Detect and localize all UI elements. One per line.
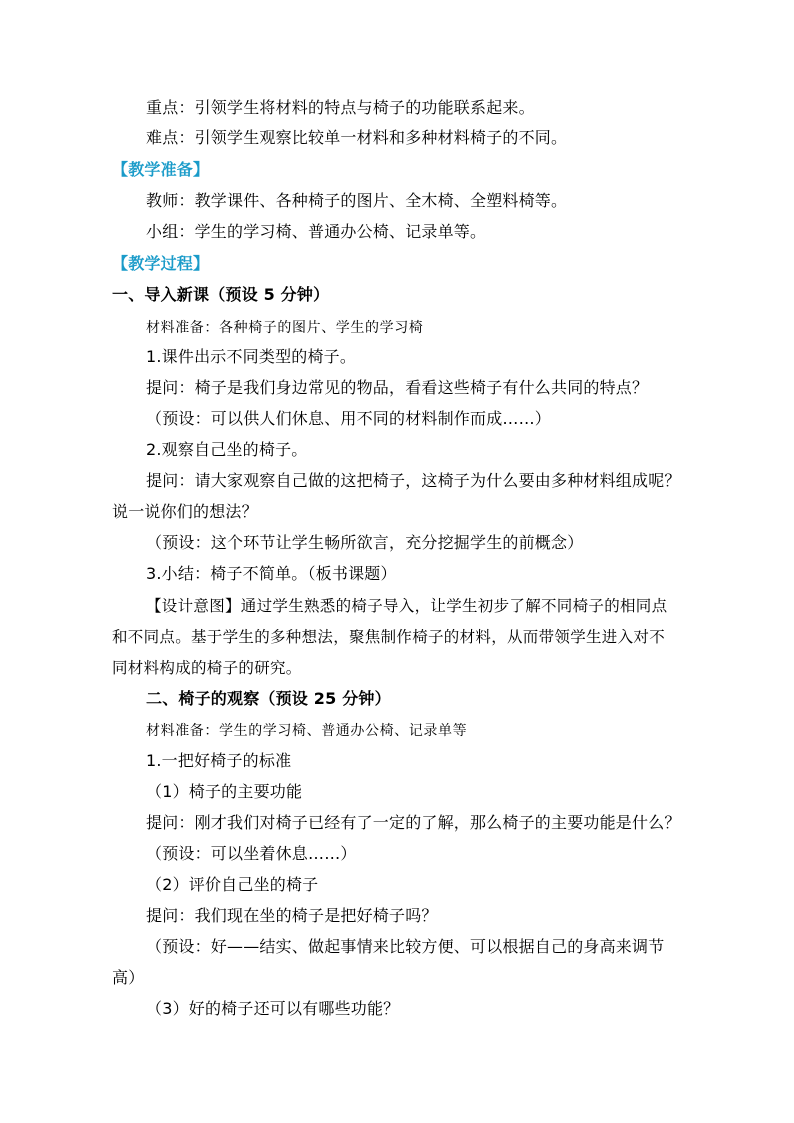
question-2: 提问：请大家观察自己做的这把椅子，这椅子为什么要由多种材料组成呢？: [146, 471, 681, 490]
section-heading-preparation: 【教学准备】: [112, 160, 210, 179]
sub-step-1-2: （2）评价自己坐的椅子: [146, 875, 319, 894]
step-1: 1.课件出示不同类型的椅子。: [146, 347, 357, 366]
step-3: 3.小结：椅子不简单。（板书课题）: [146, 564, 397, 583]
section-heading-process: 【教学过程】: [112, 254, 210, 273]
design-intent-line-3: 同材料构成的椅子的研究。: [112, 659, 302, 677]
key-point: 重点：引领学生将材料的特点与椅子的功能联系起来。: [146, 98, 535, 117]
part-two-materials: 材料准备：学生的学习椅、普通办公椅、记录单等: [146, 723, 468, 739]
preset-4-continued: 高）: [112, 968, 145, 987]
question-1: 提问：椅子是我们身边常见的物品，看看这些椅子有什么共同的特点？: [146, 378, 649, 397]
part-two-heading: 二、椅子的观察（预设 25 分钟）: [146, 689, 391, 708]
question-3: 提问：刚才我们对椅子已经有了一定的了解，那么椅子的主要功能是什么？: [146, 813, 681, 832]
sub-step-1: 1.一把好椅子的标准: [146, 751, 292, 770]
question-2-continued: 说一说你们的想法？: [112, 502, 258, 521]
difficult-point: 难点：引领学生观察比较单一材料和多种材料椅子的不同。: [146, 128, 568, 147]
sub-step-1-1: （1）椅子的主要功能: [146, 782, 303, 801]
preset-3: （预设：可以坐着休息……）: [146, 844, 357, 863]
group-materials: 小组：学生的学习椅、普通办公椅、记录单等。: [146, 222, 487, 241]
design-intent-line-2: 和不同点。基于学生的多种想法，聚焦制作椅子的材料，从而带领学生进入对不: [112, 628, 666, 646]
step-2: 2.观察自己坐的椅子。: [146, 440, 308, 459]
preset-1: （预设：可以供人们休息、用不同的材料制作而成……）: [146, 409, 552, 428]
sub-step-1-3: （3）好的椅子还可以有哪些功能？: [146, 999, 400, 1018]
part-one-materials: 材料准备：各种椅子的图片、学生的学习椅: [146, 320, 424, 336]
design-intent-line-1: 【设计意图】通过学生熟悉的椅子导入，让学生初步了解不同椅子的相同点: [146, 597, 668, 615]
teacher-materials: 教师：教学课件、各种椅子的图片、全木椅、全塑料椅等。: [146, 191, 568, 210]
part-one-heading: 一、导入新课（预设 5 分钟）: [112, 285, 330, 304]
preset-2: （预设：这个环节让学生畅所欲言，充分挖掘学生的前概念）: [146, 533, 584, 552]
question-4: 提问：我们现在坐的椅子是把好椅子吗？: [146, 906, 438, 925]
preset-4: （预设：好——结实、做起事情来比较方便、可以根据自己的身高来调节: [146, 937, 665, 956]
